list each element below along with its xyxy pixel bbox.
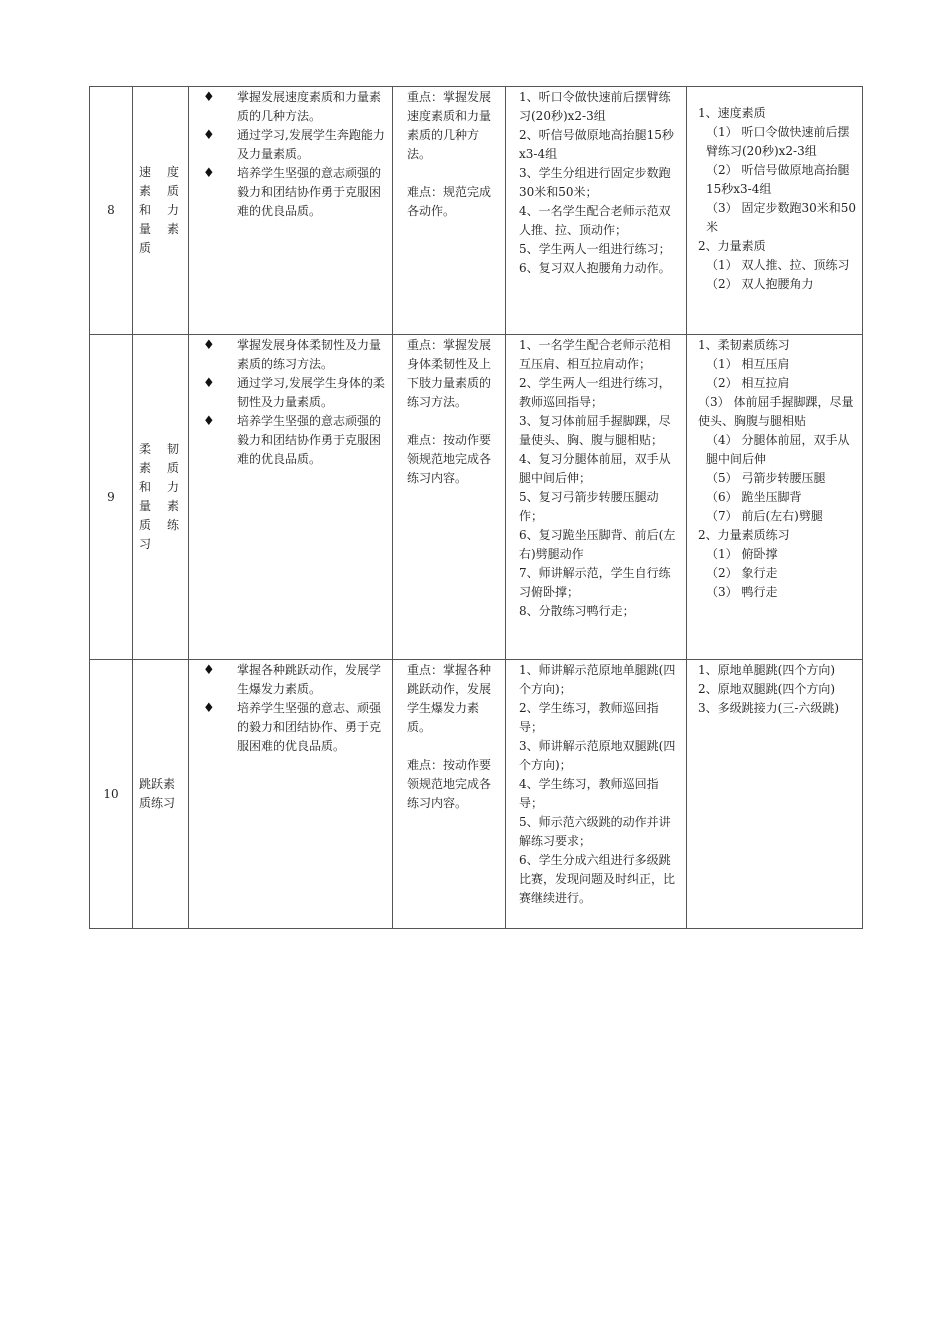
objectives-cell (189, 335, 393, 660)
objective-item: ♦ 培养学生坚强的意志顽强的毅力和团结协作勇于克服困难的优良品质。 (203, 166, 382, 218)
content-line: （1） 俯卧撑 (706, 547, 778, 561)
procedure-step: 3、复习体前屈手握脚踝，尽量使头、胸、腹与腿相贴； (519, 414, 671, 447)
objective-item: ♦ 掌握发展速度素质和力量素质的几种方法。 (203, 90, 382, 123)
objective-item: ♦ 培养学生坚强的意志、顽强的毅力和团结协作、勇于克服困难的优良品质。 (203, 701, 382, 753)
procedure-step: 1、一名学生配合老师示范相互压肩、相互拉肩动作； (519, 338, 671, 371)
content-cell (687, 335, 863, 660)
procedure-step: 7、师讲解示范，学生自行练习俯卧撑； (519, 566, 671, 599)
procedure-step: 6、复习跪坐压脚背、前后(左右)劈腿动作 (519, 528, 676, 561)
diamond-bullet-icon: ♦ (203, 701, 215, 716)
lesson-name: 速 度 素 质 和 力 量 素 质 (133, 87, 189, 335)
objective-item: ♦ 通过学习,发展学生奔跑能力及力量素质。 (203, 128, 385, 161)
content-line: 2、力量素质 (698, 239, 766, 253)
content-line: 3、多级跳接力(三-六级跳) (698, 701, 840, 715)
content-line: （3） 体前屈手握脚踝，尽量使头、胸腹与腿相贴 (698, 395, 854, 428)
lesson-number: 9 (90, 335, 133, 660)
content-line: （1） 双人推、拉、顶练习 (706, 258, 850, 272)
content-line: （1） 相互压肩 (706, 357, 790, 371)
procedure-step: 5、复习弓箭步转腰压腿动作； (519, 490, 659, 523)
key-point: 重点：掌握各种跳跃动作，发展学生爆发力素质。 (407, 663, 492, 734)
content-line: 2、力量素质练习 (698, 528, 790, 542)
content-line: （2） 双人抱腰角力 (706, 277, 814, 291)
procedure-step: 3、学生分组进行固定步数跑30米和50米； (519, 166, 671, 199)
procedure-step: 6、复习双人抱腰角力动作。 (519, 261, 671, 275)
content-line: 1、柔韧素质练习 (698, 338, 790, 352)
key-point: 重点：掌握发展身体柔韧性及上下肢力量素质的练习方法。 (407, 338, 492, 409)
content-line: （2） 听信号做原地高抬腿15秒x3-4组 (706, 163, 850, 196)
procedure-step: 4、一名学生配合老师示范双人推、拉、顶动作； (519, 204, 671, 237)
diamond-bullet-icon: ♦ (203, 90, 215, 105)
diamond-bullet-icon: ♦ (203, 414, 215, 429)
procedure-cell (506, 335, 687, 660)
content-cell (687, 660, 863, 929)
difficulty: 难点：按动作要领规范地完成各练习内容。 (407, 758, 492, 810)
key-points-cell (393, 87, 506, 335)
content-line: 1、原地单腿跳(四个方向) (698, 663, 835, 677)
content-line: （1） 听口令做快速前后摆臂练习(20秒)x2-3组 (706, 125, 850, 158)
procedure-step: 2、学生两人一组进行练习，教师巡回指导； (519, 376, 671, 409)
content-cell (687, 87, 863, 335)
content-line: 1、速度素质 (698, 106, 766, 120)
objective-item: ♦ 通过学习,发展学生身体的柔韧性及力量素质。 (203, 376, 385, 409)
procedure-cell (506, 87, 687, 335)
objectives-cell (189, 660, 393, 929)
procedure-step: 5、师示范六级跳的动作并讲解练习要求； (519, 815, 671, 848)
content-line: （4） 分腿体前屈，双手从腿中间后伸 (706, 433, 850, 466)
lesson-name: 柔 韧 素 质 和 力 量 素 质 练 习 (133, 335, 189, 660)
procedure-step: 1、听口令做快速前后摆臂练习(20秒)x2-3组 (519, 90, 671, 123)
diamond-bullet-icon: ♦ (203, 376, 215, 391)
difficulty: 难点：规范完成各动作。 (407, 185, 492, 218)
content-line: （3） 鸭行走 (706, 585, 778, 599)
objectives-cell (189, 87, 393, 335)
procedure-step: 1、师讲解示范原地单腿跳(四个方向)； (519, 663, 676, 696)
lesson-number: 8 (90, 87, 133, 335)
content-line: （5） 弓箭步转腰压腿 (706, 471, 826, 485)
content-line: （2） 相互拉肩 (706, 376, 790, 390)
content-line: （6） 跪坐压脚背 (706, 490, 802, 504)
procedure-step: 4、复习分腿体前屈，双手从腿中间后伸； (519, 452, 671, 485)
content-line: 2、原地双腿跳(四个方向) (698, 682, 835, 696)
procedure-cell (506, 660, 687, 929)
lesson-name: 跳跃素 质练习 (133, 660, 189, 929)
objective-item: ♦ 掌握发展身体柔韧性及力量素质的练习方法。 (203, 338, 382, 371)
lesson-plan-table (89, 86, 863, 929)
content-line: （3） 固定步数跑30米和50米 (706, 201, 856, 234)
procedure-step: 6、学生分成六组进行多级跳比赛，发现问题及时纠正，比赛继续进行。 (519, 853, 676, 905)
diamond-bullet-icon: ♦ (203, 128, 215, 143)
table-row (90, 87, 863, 335)
procedure-step: 8、分散练习鸭行走； (519, 604, 635, 618)
procedure-step: 4、学生练习，教师巡回指导； (519, 777, 659, 810)
difficulty: 难点：按动作要领规范地完成各练习内容。 (407, 433, 492, 485)
key-points-cell (393, 660, 506, 929)
table-row (90, 660, 863, 929)
objective-item: ♦ 掌握各种跳跃动作，发展学生爆发力素质。 (203, 663, 382, 696)
lesson-number: 10 (90, 660, 133, 929)
procedure-step: 2、听信号做原地高抬腿15秒x3-4组 (519, 128, 674, 161)
content-line: （7） 前后(左右)劈腿 (706, 509, 823, 523)
diamond-bullet-icon: ♦ (203, 663, 215, 678)
procedure-step: 2、学生练习，教师巡回指导； (519, 701, 659, 734)
content-line: （2） 象行走 (706, 566, 778, 580)
key-points-cell (393, 335, 506, 660)
key-point: 重点：掌握发展速度素质和力量素质的几种方法。 (407, 90, 492, 161)
procedure-step: 5、学生两人一组进行练习； (519, 242, 671, 256)
table-row (90, 335, 863, 660)
procedure-step: 3、师讲解示范原地双腿跳(四个方向)； (519, 739, 676, 772)
diamond-bullet-icon: ♦ (203, 166, 215, 181)
diamond-bullet-icon: ♦ (203, 338, 215, 353)
objective-item: ♦ 培养学生坚强的意志顽强的毅力和团结协作勇于克服困难的优良品质。 (203, 414, 382, 466)
